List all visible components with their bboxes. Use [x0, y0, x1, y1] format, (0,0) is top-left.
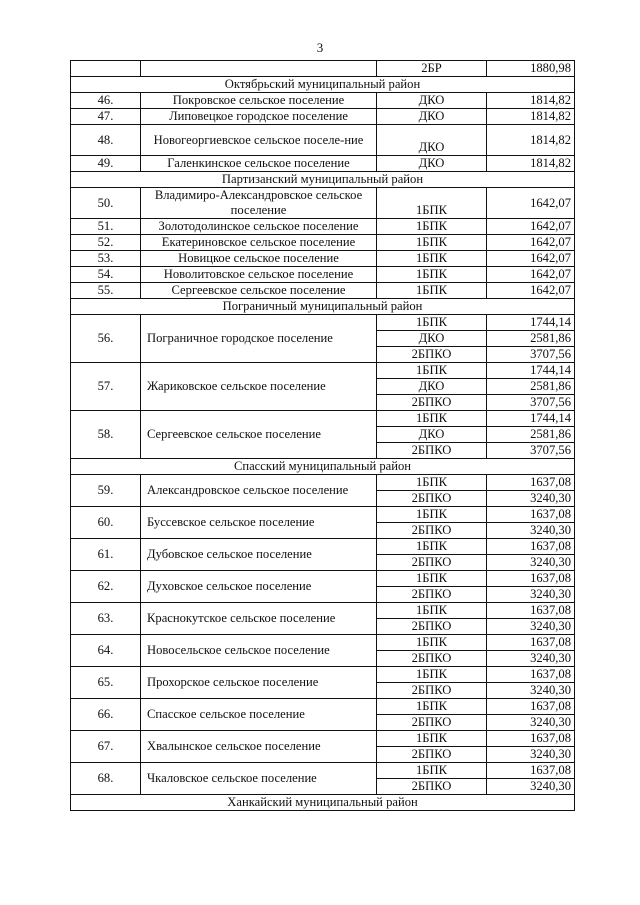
district-title: Пограничный муниципальный район	[71, 299, 575, 315]
tariff-value: 1880,98	[487, 61, 575, 77]
building-code: 2БПКО	[377, 555, 487, 571]
tariff-value: 3707,56	[487, 347, 575, 363]
tariff-value: 2581,86	[487, 331, 575, 347]
building-code: 1БПК	[377, 635, 487, 651]
row-number: 59.	[71, 475, 141, 507]
tariff-value: 1744,14	[487, 411, 575, 427]
tariff-value: 1814,82	[487, 109, 575, 125]
row-number: 61.	[71, 539, 141, 571]
tariff-value: 3240,30	[487, 779, 575, 795]
district-title: Спасский муниципальный район	[71, 459, 575, 475]
table-row	[71, 125, 575, 156]
row-number: 60.	[71, 507, 141, 539]
building-code: 1БПК	[377, 219, 487, 235]
tariff-value: 1642,07	[487, 251, 575, 267]
building-code: 1БПК	[377, 763, 487, 779]
tariff-value: 3240,30	[487, 651, 575, 667]
settlement-name: Хвалынское сельское поселение	[141, 731, 377, 763]
building-code: 1БПК	[377, 188, 487, 219]
settlement-name	[141, 61, 377, 77]
row-number: 58.	[71, 411, 141, 459]
tariff-value: 2581,86	[487, 379, 575, 395]
tariff-value: 1642,07	[487, 219, 575, 235]
table-row	[71, 411, 575, 427]
row-number: 68.	[71, 763, 141, 795]
table-row	[71, 667, 575, 683]
row-number: 67.	[71, 731, 141, 763]
table-row	[71, 315, 575, 331]
building-code: 2БПКО	[377, 523, 487, 539]
building-code: 1БПК	[377, 235, 487, 251]
tariff-value: 3240,30	[487, 683, 575, 699]
settlement-name: Новолитовское сельское поселение	[141, 267, 377, 283]
table-row	[71, 507, 575, 523]
building-code: 1БПК	[377, 251, 487, 267]
building-code: 2БПКО	[377, 747, 487, 763]
district-title: Ханкайский муниципальный район	[71, 795, 575, 811]
tariff-value: 3240,30	[487, 715, 575, 731]
building-code: ДКО	[377, 156, 487, 172]
table-row	[71, 267, 575, 283]
settlement-name: Сергеевское сельское поселение	[141, 283, 377, 299]
table-row	[71, 156, 575, 172]
table-row	[71, 731, 575, 747]
settlement-name: Александровское сельское поселение	[141, 475, 377, 507]
tariff-value: 1637,08	[487, 731, 575, 747]
tariff-value: 3240,30	[487, 747, 575, 763]
table-row	[71, 763, 575, 779]
row-number: 63.	[71, 603, 141, 635]
tariff-value: 1642,07	[487, 283, 575, 299]
building-code: 2БР	[377, 61, 487, 77]
settlement-name: Новогеоргиевское сельское поселе-ние	[141, 125, 377, 156]
table-row	[71, 188, 575, 219]
tariff-value: 1637,08	[487, 635, 575, 651]
building-code: 1БПК	[377, 267, 487, 283]
row-number: 49.	[71, 156, 141, 172]
row-number: 53.	[71, 251, 141, 267]
tariff-value: 1637,08	[487, 667, 575, 683]
tariff-table	[70, 60, 575, 811]
tariff-value: 3240,30	[487, 619, 575, 635]
tariff-value: 1637,08	[487, 475, 575, 491]
row-number: 54.	[71, 267, 141, 283]
tariff-value: 3240,30	[487, 491, 575, 507]
row-number: 47.	[71, 109, 141, 125]
tariff-value: 1642,07	[487, 267, 575, 283]
building-code: 1БПК	[377, 571, 487, 587]
settlement-name: Екатериновское сельское поселение	[141, 235, 377, 251]
settlement-name: Краснокутское сельское поселение	[141, 603, 377, 635]
settlement-name: Золотодолинское сельское поселение	[141, 219, 377, 235]
building-code: 2БПКО	[377, 347, 487, 363]
settlement-name: Дубовское сельское поселение	[141, 539, 377, 571]
table-row	[71, 93, 575, 109]
building-code: 1БПК	[377, 699, 487, 715]
building-code: 1БПК	[377, 507, 487, 523]
tariff-value: 1642,07	[487, 188, 575, 219]
table-row	[71, 475, 575, 491]
settlement-name: Буссевское сельское поселение	[141, 507, 377, 539]
row-number: 66.	[71, 699, 141, 731]
building-code: 2БПКО	[377, 491, 487, 507]
row-number: 65.	[71, 667, 141, 699]
district-header-row	[71, 172, 575, 188]
district-header-row	[71, 299, 575, 315]
settlement-name: Пограничное городское поселение	[141, 315, 377, 363]
building-code: ДКО	[377, 427, 487, 443]
settlement-name: Жариковское сельское поселение	[141, 363, 377, 411]
building-code: 1БПК	[377, 667, 487, 683]
building-code: 1БПК	[377, 363, 487, 379]
table-row	[71, 635, 575, 651]
settlement-name: Чкаловское сельское поселение	[141, 763, 377, 795]
row-number: 56.	[71, 315, 141, 363]
building-code: ДКО	[377, 379, 487, 395]
tariff-value: 2581,86	[487, 427, 575, 443]
row-number: 51.	[71, 219, 141, 235]
row-number: 50.	[71, 188, 141, 219]
table-row	[71, 219, 575, 235]
building-code: 2БПКО	[377, 443, 487, 459]
settlement-name: Галенкинское сельское поселение	[141, 156, 377, 172]
tariff-value: 3240,30	[487, 555, 575, 571]
tariff-table-body	[71, 61, 575, 811]
tariff-value: 1637,08	[487, 507, 575, 523]
row-number: 52.	[71, 235, 141, 251]
table-row	[71, 699, 575, 715]
row-number: 46.	[71, 93, 141, 109]
settlement-name: Духовское сельское поселение	[141, 571, 377, 603]
table-row	[71, 571, 575, 587]
table-row	[71, 603, 575, 619]
settlement-name: Прохорское сельское поселение	[141, 667, 377, 699]
settlement-name: Покровское сельское поселение	[141, 93, 377, 109]
building-code: 1БПК	[377, 475, 487, 491]
settlement-name: Новицкое сельское поселение	[141, 251, 377, 267]
building-code: ДКО	[377, 331, 487, 347]
table-row	[71, 235, 575, 251]
settlement-name: Липовецкое городское поселение	[141, 109, 377, 125]
settlement-name: Сергеевское сельское поселение	[141, 411, 377, 459]
district-title: Октябрьский муниципальный район	[71, 77, 575, 93]
building-code: 2БПКО	[377, 779, 487, 795]
row-number: 62.	[71, 571, 141, 603]
table-row	[71, 109, 575, 125]
building-code: 1БПК	[377, 283, 487, 299]
settlement-name: Новосельское сельское поселение	[141, 635, 377, 667]
district-header-row	[71, 77, 575, 93]
page-number: 3	[316, 40, 324, 55]
district-header-row	[71, 795, 575, 811]
row-number: 64.	[71, 635, 141, 667]
tariff-value: 1642,07	[487, 235, 575, 251]
settlement-name: Спасское сельское поселение	[141, 699, 377, 731]
tariff-value: 1637,08	[487, 539, 575, 555]
tariff-value: 1637,08	[487, 763, 575, 779]
building-code: 1БПК	[377, 411, 487, 427]
building-code: ДКО	[377, 93, 487, 109]
table-row	[71, 283, 575, 299]
tariff-value: 3240,30	[487, 587, 575, 603]
building-code: 1БПК	[377, 603, 487, 619]
building-code: ДКО	[377, 109, 487, 125]
building-code: ДКО	[377, 125, 487, 156]
tariff-value: 1814,82	[487, 93, 575, 109]
building-code: 2БПКО	[377, 395, 487, 411]
building-code: 1БПК	[377, 539, 487, 555]
settlement-name: Владимиро-Александровское сельское поселение	[141, 188, 377, 219]
tariff-value: 1744,14	[487, 363, 575, 379]
tariff-value: 1637,08	[487, 571, 575, 587]
tariff-value: 1814,82	[487, 125, 575, 156]
tariff-value: 1744,14	[487, 315, 575, 331]
building-code: 2БПКО	[377, 715, 487, 731]
table-row	[71, 363, 575, 379]
tariff-value: 1637,08	[487, 603, 575, 619]
building-code: 1БПК	[377, 315, 487, 331]
tariff-value: 3707,56	[487, 443, 575, 459]
row-number: 55.	[71, 283, 141, 299]
building-code: 2БПКО	[377, 619, 487, 635]
building-code: 2БПКО	[377, 683, 487, 699]
table-row	[71, 539, 575, 555]
building-code: 2БПКО	[377, 651, 487, 667]
row-number	[71, 61, 141, 77]
building-code: 2БПКО	[377, 587, 487, 603]
table-row	[71, 61, 575, 77]
district-header-row	[71, 459, 575, 475]
tariff-value: 1814,82	[487, 156, 575, 172]
district-title: Партизанский муниципальный район	[71, 172, 575, 188]
building-code: 1БПК	[377, 731, 487, 747]
row-number: 48.	[71, 125, 141, 156]
row-number: 57.	[71, 363, 141, 411]
tariff-value: 1637,08	[487, 699, 575, 715]
table-row	[71, 251, 575, 267]
tariff-value: 3240,30	[487, 523, 575, 539]
tariff-value: 3707,56	[487, 395, 575, 411]
